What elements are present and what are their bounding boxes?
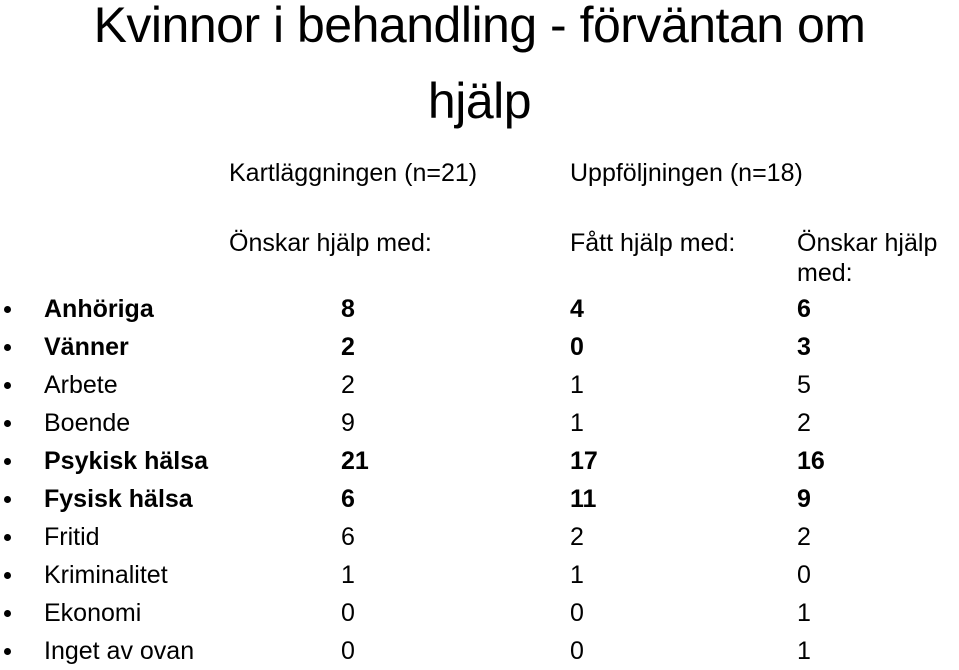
bullet-icon bbox=[4, 496, 11, 503]
cell-uppf-fatt: 1 bbox=[570, 409, 584, 437]
cell-uppf-onskar: 16 bbox=[797, 447, 825, 475]
row-label: Arbete bbox=[44, 371, 118, 399]
cell-uppf-fatt: 0 bbox=[570, 637, 584, 665]
cell-kart-onskar: 9 bbox=[341, 409, 355, 437]
cell-kart-onskar: 0 bbox=[341, 599, 355, 627]
slide-title-line-2: hjälp bbox=[427, 73, 532, 129]
cell-uppf-fatt: 0 bbox=[570, 333, 584, 361]
header-uppf-onskar-hjalp-line-1: Önskar hjälp bbox=[797, 229, 938, 257]
header-kart-onskar-hjalp: Önskar hjälp med: bbox=[229, 229, 432, 257]
row-label: Fritid bbox=[44, 523, 100, 551]
cell-kart-onskar: 21 bbox=[341, 447, 369, 475]
cell-uppf-onskar: 6 bbox=[797, 295, 811, 323]
bullet-icon bbox=[4, 458, 11, 465]
table-row bbox=[0, 404, 959, 442]
table-row bbox=[0, 366, 959, 404]
table-row bbox=[0, 328, 959, 366]
cell-uppf-onskar: 2 bbox=[797, 523, 811, 551]
row-label: Inget av ovan bbox=[44, 637, 195, 665]
bullet-icon bbox=[4, 420, 11, 427]
row-label: Vänner bbox=[44, 333, 129, 361]
header-uppfoljningen: Uppföljningen (n=18) bbox=[570, 159, 803, 187]
cell-uppf-onskar: 1 bbox=[797, 637, 811, 665]
bullet-icon bbox=[4, 306, 11, 313]
table-row bbox=[0, 556, 959, 594]
cell-uppf-onskar: 9 bbox=[797, 485, 811, 513]
cell-kart-onskar: 2 bbox=[341, 371, 355, 399]
table-row bbox=[0, 632, 959, 670]
table-row bbox=[0, 594, 959, 632]
cell-kart-onskar: 2 bbox=[341, 333, 355, 361]
cell-kart-onskar: 8 bbox=[341, 295, 355, 323]
row-label: Fysisk hälsa bbox=[44, 485, 193, 513]
cell-uppf-fatt: 11 bbox=[570, 485, 597, 513]
cell-kart-onskar: 0 bbox=[341, 637, 355, 665]
cell-uppf-onskar: 1 bbox=[797, 599, 811, 627]
table-row bbox=[0, 290, 959, 328]
bullet-icon bbox=[4, 648, 11, 655]
cell-uppf-fatt: 1 bbox=[570, 561, 584, 589]
cell-uppf-fatt: 4 bbox=[570, 295, 584, 323]
cell-uppf-onskar: 2 bbox=[797, 409, 811, 437]
row-label: Anhöriga bbox=[44, 295, 154, 323]
cell-kart-onskar: 6 bbox=[341, 485, 355, 513]
bullet-icon bbox=[4, 344, 11, 351]
row-label: Ekonomi bbox=[44, 599, 142, 627]
header-uppf-onskar-hjalp-line-2: med: bbox=[797, 259, 853, 287]
header-kartlaggningen: Kartläggningen (n=21) bbox=[229, 159, 478, 187]
bullet-icon bbox=[4, 572, 11, 579]
table-row bbox=[0, 442, 959, 480]
cell-uppf-fatt: 0 bbox=[570, 599, 584, 627]
cell-uppf-onskar: 3 bbox=[797, 333, 811, 361]
table-row bbox=[0, 480, 959, 518]
row-label: Kriminalitet bbox=[44, 561, 168, 589]
cell-uppf-onskar: 0 bbox=[797, 561, 811, 589]
cell-uppf-onskar: 5 bbox=[797, 371, 811, 399]
cell-uppf-fatt: 1 bbox=[570, 371, 584, 399]
row-label: Boende bbox=[44, 409, 131, 437]
bullet-icon bbox=[4, 610, 11, 617]
cell-kart-onskar: 1 bbox=[341, 561, 355, 589]
cell-kart-onskar: 6 bbox=[341, 523, 355, 551]
bullet-icon bbox=[4, 534, 11, 541]
cell-uppf-fatt: 17 bbox=[570, 447, 598, 475]
table-row bbox=[0, 518, 959, 556]
header-uppf-fatt-hjalp: Fått hjälp med: bbox=[570, 229, 736, 257]
cell-uppf-fatt: 2 bbox=[570, 523, 584, 551]
bullet-icon bbox=[4, 382, 11, 389]
row-label: Psykisk hälsa bbox=[44, 447, 209, 475]
slide-title-line-1: Kvinnor i behandling - förväntan om bbox=[93, 0, 866, 53]
